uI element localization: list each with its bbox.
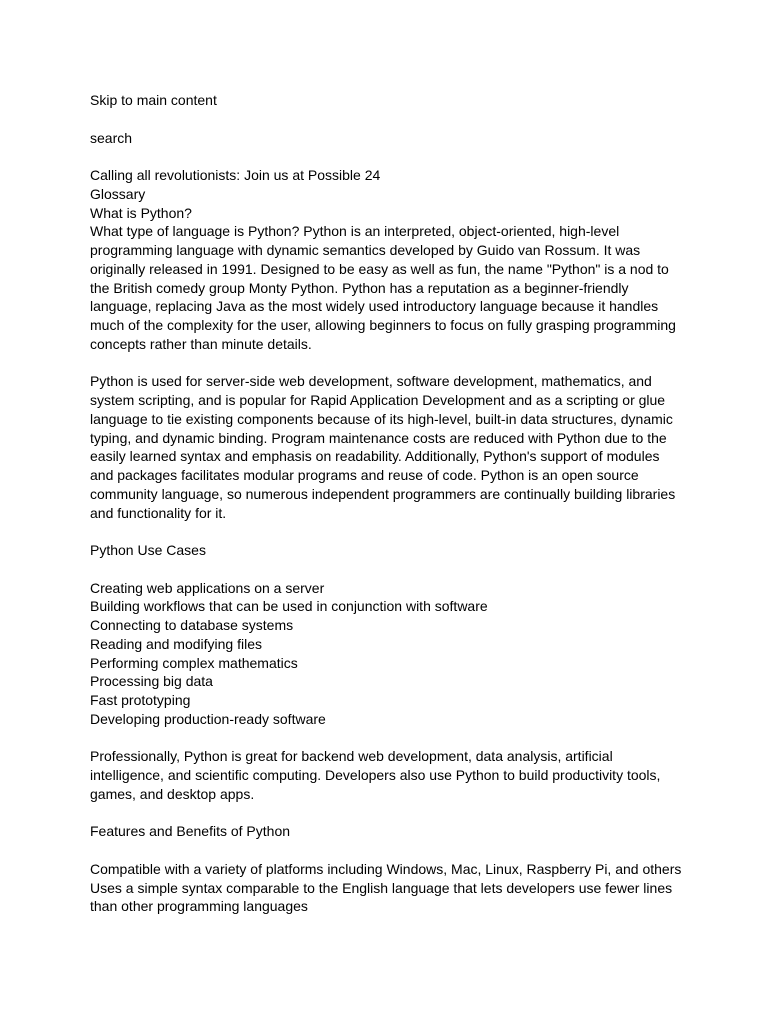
intro-line: originally released in 1991. Designed to be easy as well as fun, the name "Python" is a nod to: [90, 260, 669, 277]
list-item: Building workflows that can be used in conjunction with software: [90, 598, 488, 615]
list-item: Processing big data: [90, 673, 213, 690]
usage-line: community language, so numerous independent programmers are continually building libraries: [90, 485, 676, 502]
list-item: Fast prototyping: [90, 692, 191, 708]
features-line: Uses a simple syntax comparable to the English language that lets developers use fewer lines: [90, 879, 673, 896]
features-heading: Features and Benefits of Python: [90, 823, 291, 840]
usage-line: easily learned syntax and emphasis on readability. Additionally, Python's support of modules: [90, 448, 660, 465]
search-link[interactable]: search: [90, 129, 133, 146]
skip-to-main-link[interactable]: Skip to main content: [90, 92, 217, 108]
list-item: Performing complex mathematics: [90, 654, 298, 671]
intro-line: What type of language is Python? Python is an interpreted, object-oriented, high-level: [90, 223, 620, 240]
page-title: What is Python?: [90, 204, 192, 221]
document-page: [90, 91, 690, 916]
spacer: [90, 560, 690, 579]
features-paragraph: [90, 860, 690, 916]
features-line: than other programming languages: [90, 898, 308, 915]
professional-line: Professionally, Python is great for backend web development, data analysis, artificial: [90, 748, 613, 765]
intro-line: the British comedy group Monty Python. Python has a reputation as a beginner-friendly: [90, 279, 629, 296]
spacer: [90, 354, 690, 373]
list-item: Creating web applications on a server: [90, 579, 325, 596]
spacer: [90, 522, 690, 541]
features-line: Compatible with a variety of platforms including Windows, Mac, Linux, Raspberry Pi, and others: [90, 860, 682, 877]
usage-line: language to tie existing components because of its high-level, built-in data structures, dynamic: [90, 410, 673, 427]
professional-paragraph: [90, 747, 690, 803]
professional-line: games, and desktop apps.: [90, 785, 255, 802]
spacer: [90, 110, 690, 129]
intro-line: language, replacing Java as the most widely used introductory language because it handles: [90, 298, 659, 315]
usage-line: and functionality for it.: [90, 504, 227, 521]
usage-line: and packages facilitates modular programs and reuse of code. Python is an open source: [90, 467, 639, 483]
breadcrumb-glossary[interactable]: Glossary: [90, 185, 146, 202]
intro-paragraph: [90, 222, 690, 353]
intro-line: concepts rather than minute details.: [90, 335, 312, 352]
spacer: [90, 841, 690, 860]
list-item: Reading and modifying files: [90, 635, 262, 652]
spacer: [90, 804, 690, 823]
usage-line: typing, and dynamic binding. Program maintenance costs are reduced with Python due to the: [90, 429, 667, 446]
event-banner-link[interactable]: Calling all revolutionists: Join us at Possible 24: [90, 167, 381, 183]
professional-line: intelligence, and scientific computing. Developers also use Python to build productivity tools,: [90, 767, 661, 783]
usage-paragraph: [90, 372, 690, 522]
use-cases-list: [90, 579, 690, 729]
spacer: [90, 729, 690, 748]
list-item: Developing production-ready software: [90, 710, 326, 727]
intro-line: much of the complexity for the user, allowing beginners to focus on fully grasping programming: [90, 317, 676, 333]
usage-line: system scripting, and is popular for Rapid Application Development and as a scripting or glue: [90, 392, 666, 408]
intro-line: programming language with dynamic semantics developed by Guido van Rossum. It was: [90, 242, 641, 258]
list-item: Connecting to database systems: [90, 617, 294, 633]
usage-line: Python is used for server-side web development, software development, mathematics, and: [90, 373, 652, 390]
use-cases-heading: Python Use Cases: [90, 542, 206, 558]
spacer: [90, 147, 690, 166]
